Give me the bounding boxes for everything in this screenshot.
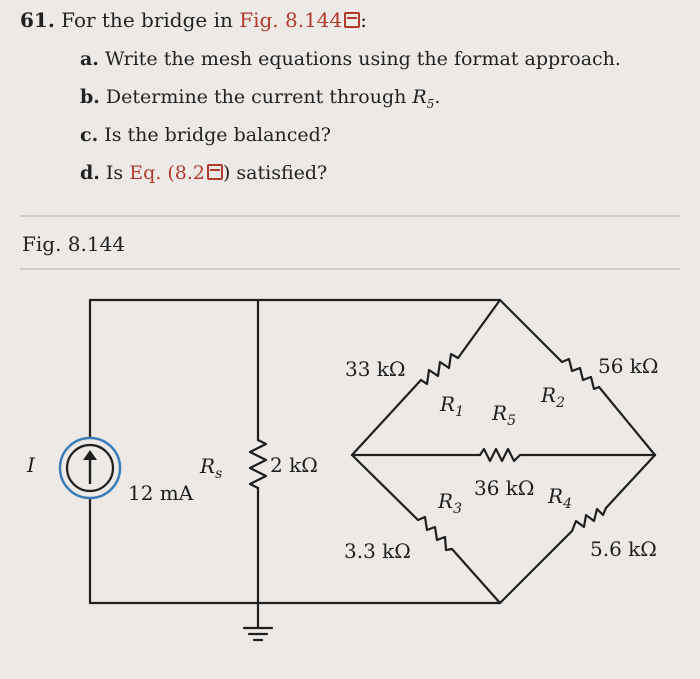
resistor-r4 bbox=[572, 508, 606, 531]
source-label: I bbox=[27, 453, 35, 477]
equation-link[interactable]: Eq. (8.2 bbox=[129, 162, 205, 184]
question-text: Is bbox=[105, 162, 130, 184]
current-source-icon bbox=[60, 438, 120, 498]
wire-r3-b bbox=[452, 549, 500, 603]
source-value: 12 mA bbox=[128, 481, 194, 505]
question-label: d. bbox=[80, 162, 100, 184]
resistor-r3 bbox=[418, 517, 452, 550]
problem-prefix: For the bridge in bbox=[61, 8, 240, 32]
figure-label: Fig. 8.144 bbox=[22, 232, 126, 256]
r4-value: 5.6 kΩ bbox=[590, 537, 657, 561]
r2-label: $R_2$ bbox=[541, 383, 565, 411]
question-text: Write the mesh equations using the format approach. bbox=[104, 48, 621, 70]
problem-suffix: : bbox=[360, 8, 367, 32]
wire-r4-a bbox=[606, 455, 655, 508]
question-label: a. bbox=[80, 48, 99, 70]
wire-r1-b bbox=[352, 380, 421, 455]
wire-r4-b bbox=[500, 531, 572, 603]
rs-label: $R_s$ bbox=[200, 454, 223, 482]
r5-label: $R_5$ bbox=[492, 401, 516, 429]
r1-value: 33 kΩ bbox=[345, 357, 406, 381]
wire-r3-a bbox=[352, 455, 418, 520]
r2-value: 56 kΩ bbox=[598, 354, 659, 378]
resistor-r5 bbox=[480, 449, 520, 461]
resistor-rs bbox=[250, 440, 266, 488]
question-text: Is the bridge balanced? bbox=[104, 124, 331, 146]
figure-link[interactable]: Fig. 8.144 bbox=[239, 8, 343, 32]
question-text: Determine the current through bbox=[105, 86, 413, 108]
resistor-symbol: $R_5$ bbox=[412, 86, 435, 111]
r5-value: 36 kΩ bbox=[474, 476, 535, 500]
rs-value: 2 kΩ bbox=[270, 453, 318, 477]
question-end: . bbox=[434, 86, 441, 108]
r1-label: $R_1$ bbox=[440, 392, 464, 420]
question-label: c. bbox=[80, 124, 99, 146]
wire-r2-a bbox=[500, 300, 562, 362]
resistor-r2 bbox=[562, 359, 599, 389]
r3-label: $R_3$ bbox=[438, 489, 462, 517]
question-end: ) satisfied? bbox=[222, 162, 328, 184]
question-label: b. bbox=[80, 86, 100, 108]
r4-label: $R_4$ bbox=[548, 484, 572, 512]
problem-number: 61. bbox=[20, 8, 55, 32]
wire-r2-b bbox=[599, 387, 655, 455]
wire-r1-a bbox=[458, 300, 500, 358]
ground-icon bbox=[244, 628, 272, 640]
r3-value: 3.3 kΩ bbox=[344, 539, 411, 563]
resistor-r1 bbox=[421, 354, 458, 384]
